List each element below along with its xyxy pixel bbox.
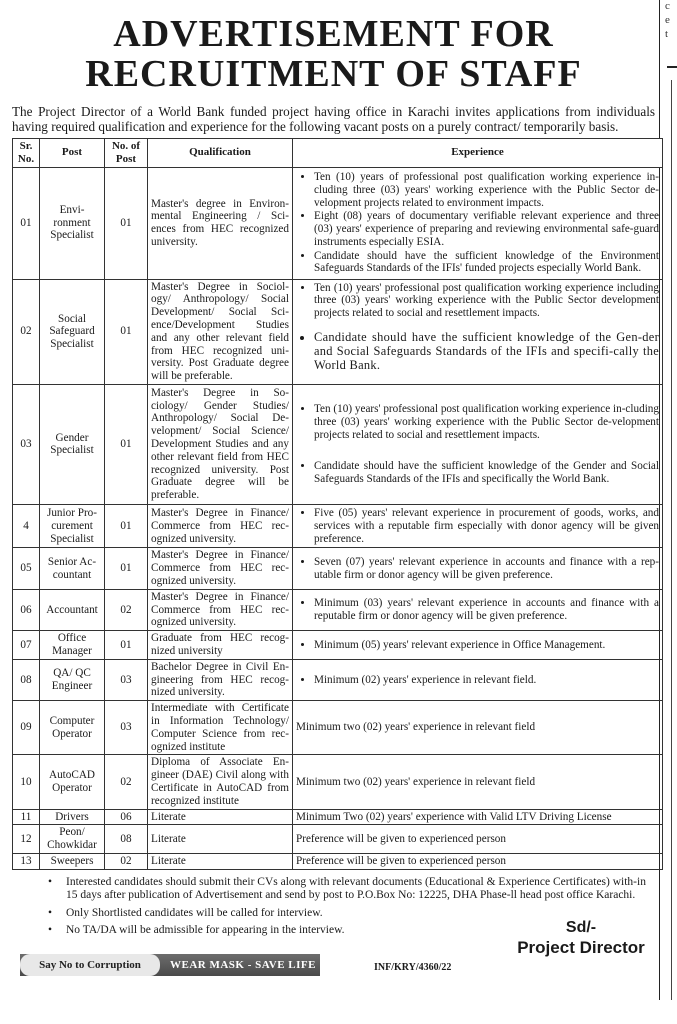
cell-no: 01 [105,548,148,589]
cell-qualification: Bachelor Degree in Civil En-gineering from HEC recog-nized university. [148,659,293,700]
cell-no: 03 [105,659,148,700]
signature-mark: Sd/- [565,919,597,936]
cell-sr: 06 [13,589,40,630]
cell-sr: 12 [13,825,40,854]
cell-qualification: Master's Degree in Finance/ Commerce from HEC rec-ognized university. [148,589,293,630]
cell-qualification: Literate [148,809,293,825]
signatory-designation: Project Director [517,938,645,957]
side-fragment: t [665,28,669,40]
cell-no: 08 [105,825,148,854]
experience-item: • Minimum (05) years' relevant experience in Office Management. [314,639,659,652]
cell-sr: 10 [13,755,40,809]
table-row [13,631,663,660]
cell-post: Social Safeguard Specialist [40,279,105,384]
ad-title [8,14,659,94]
cell-qualification: Literate [148,825,293,854]
cell-post: Drivers [40,809,105,825]
note-text: Only Shortlisted candidates will be called for interview. [66,906,323,919]
table-row [13,279,663,384]
cell-no: 06 [105,809,148,825]
header-experience: Experience [293,139,663,168]
cell-qualification: Intermediate with Certificate in Information Technology/ Computer Science from rec-ognized institute [148,701,293,755]
cell-sr: 4 [13,504,40,547]
campaign-banner [20,954,320,976]
cell-post: Gender Specialist [40,384,105,504]
bullet-icon: • [48,924,53,937]
cell-qualification: Master's Degree in Finance/ Commerce from HEC rec-ognized university. [148,504,293,547]
cell-no: 01 [105,504,148,547]
table-row [13,384,663,504]
side-fragment: e [665,14,670,26]
table-row [13,659,663,700]
table-row [13,853,663,869]
header-post: Post [40,139,105,168]
cell-experience [293,504,663,547]
cell-sr: 13 [13,853,40,869]
experience-item: • Ten (10) years' professional post qualification working experience including three (03) years' working experience with the Public Sector development projects related to social and resettlement impacts. [314,282,659,320]
cell-post: Office Manager [40,631,105,660]
cell-post: Peon/ Chowkidar [40,825,105,854]
cell-no: 03 [105,701,148,755]
note-text: Interested candidates should submit their CVs along with relevant documents (Educational & Experience Certificates) with-in 15 days after publication of Advertisement and send by post to P.O.Box No: 12225, DHA Phase-ll head post office Karachi. [66,875,646,902]
cell-experience [293,659,663,700]
cell-no: 02 [105,589,148,630]
adjacent-page-strip [661,0,677,1024]
title-line-1: ADVERTISEMENT FOR [113,13,554,55]
header-sr: Sr. No. [13,139,40,168]
table-row [13,809,663,825]
advertisement [8,0,660,1000]
side-border [671,80,672,1000]
header-qualification: Qualification [148,139,293,168]
cell-post: Computer Operator [40,701,105,755]
cell-no: 02 [105,755,148,809]
cell-no: 01 [105,631,148,660]
cell-qualification: Graduate from HEC recog-nized university [148,631,293,660]
cell-post: Junior Pro-curement Specialist [40,504,105,547]
cell-post: Accountant [40,589,105,630]
cell-post: Sweepers [40,853,105,869]
cell-sr: 11 [13,809,40,825]
signature-block [506,918,656,958]
experience-item: • Candidate should have the sufficient knowledge of the Environment Safeguards Standards of the IFIs' funded projects especially World Bank. [314,250,659,276]
table-row [13,504,663,547]
table-row [13,701,663,755]
cell-experience: Minimum Two (02) years' experience with Valid LTV Driving License [293,809,663,825]
cell-experience [293,631,663,660]
reference-number: INF/KRY/4360/22 [374,962,452,973]
cell-no: 01 [105,279,148,384]
header-no-of-post: No. of Post [105,139,148,168]
table-row [13,755,663,809]
table-row [13,589,663,630]
cell-experience [293,384,663,504]
cell-experience: Preference will be given to experienced person [293,853,663,869]
cell-sr: 03 [13,384,40,504]
cell-experience: Preference will be given to experienced person [293,825,663,854]
experience-item: • Eight (08) years of documentary verifiable relevant experience and three (03) years' experience of preparing and reviewing environmental safe-guard instruments especially ESIA. [314,210,659,248]
cell-no: 01 [105,167,148,279]
bullet-icon: • [48,906,53,919]
cell-qualification: Master's Degree in Finance/ Commerce from HEC rec-ognized university. [148,548,293,589]
cell-qualification: Master's Degree in Sociol-ogy/ Anthropology/ Social Development/ Social Sci-ence/Development Studies and any other relevant field from HEC recognized uni-versity. Post Graduate degree will be preferable. [148,279,293,384]
cell-qualification: Diploma of Associate En-gineer (DAE) Civil along with Certificate in AutoCAD from recognized institute [148,755,293,809]
cell-qualification: Literate [148,853,293,869]
wear-mask-banner: WEAR MASK - SAVE LIFE [170,959,316,971]
side-divider [667,66,677,68]
table-row [13,825,663,854]
cell-experience [293,279,663,384]
vacancy-table [12,138,663,870]
experience-item: • Candidate should have the sufficient knowledge of the Gen-der and Social Safeguards Standards of the IFIs and specifi-cally the World Bank. [314,330,659,372]
experience-item: • Seven (07) years' relevant experience in accounts and finance with a rep-utable firm or donor agency will be given preference. [314,556,659,582]
cell-sr: 02 [13,279,40,384]
experience-item: • Ten (10) years of professional post qualification working experience in-cluding three (03) years' working experience with the Public Sector de-velopment projects related to environment impacts. [314,171,659,209]
table-row [13,167,663,279]
bullet-icon: • [48,875,53,888]
cell-sr: 09 [13,701,40,755]
experience-item: • Minimum (02) years' experience in relevant field. [314,674,659,687]
table-row [13,548,663,589]
cell-sr: 08 [13,659,40,700]
cell-post: AutoCAD Operator [40,755,105,809]
experience-item: • Candidate should have the sufficient knowledge of the Gender and Social Safeguards Standards of the IFIs and specifically the World Bank. [314,460,659,486]
cell-sr: 07 [13,631,40,660]
intro-paragraph: The Project Director of a World Bank funded project having office in Karachi invites applications from individuals having required qualification and experience for the following vacant posts on a purely contract/ temporarily basis. [12,104,655,134]
cell-experience: Minimum two (02) years' experience in relevant field [293,701,663,755]
cell-sr: 05 [13,548,40,589]
cell-no: 01 [105,384,148,504]
say-no-to-corruption-badge: Say No to Corruption [20,954,160,976]
cell-experience [293,167,663,279]
experience-item: • Ten (10) years' professional post qualification working experience in-cluding three (03) years' working experience with the Public Sector de-velopment projects related to social and resettlement impacts. [314,403,659,441]
cell-experience: Minimum two (02) years' experience in relevant field [293,755,663,809]
experience-item: • Minimum (03) years' relevant experience in accounts and finance with a reputable firm or donor agency will be given preference. [314,597,659,623]
table-header-row [13,139,663,168]
cell-sr: 01 [13,167,40,279]
cell-experience [293,589,663,630]
cell-experience [293,548,663,589]
cell-post: QA/ QC Engineer [40,659,105,700]
cell-qualification: Master's Degree in So-ciology/ Gender Studies/ Anthropology/ Social De-velopment/ Social Science/ Development Studies and any other relevant field from HEC recognized university. Post Graduate degree will be preferable. [148,384,293,504]
cell-post: Envi-ronment Specialist [40,167,105,279]
cell-qualification: Master's degree in Environ-mental Engineering / Sci-ences from HEC recognized university. [148,167,293,279]
title-line-2: RECRUITMENT OF STAFF [85,53,582,95]
cell-post: Senior Ac-countant [40,548,105,589]
note-text: No TA/DA will be admissible for appearing in the interview. [66,924,345,937]
note-item [48,876,648,903]
experience-item: • Five (05) years' relevant experience in procurement of goods, works, and services with a reputable firm especially with donor agency will be given preference. [314,507,659,545]
cell-no: 02 [105,853,148,869]
side-fragment: c [665,0,670,12]
